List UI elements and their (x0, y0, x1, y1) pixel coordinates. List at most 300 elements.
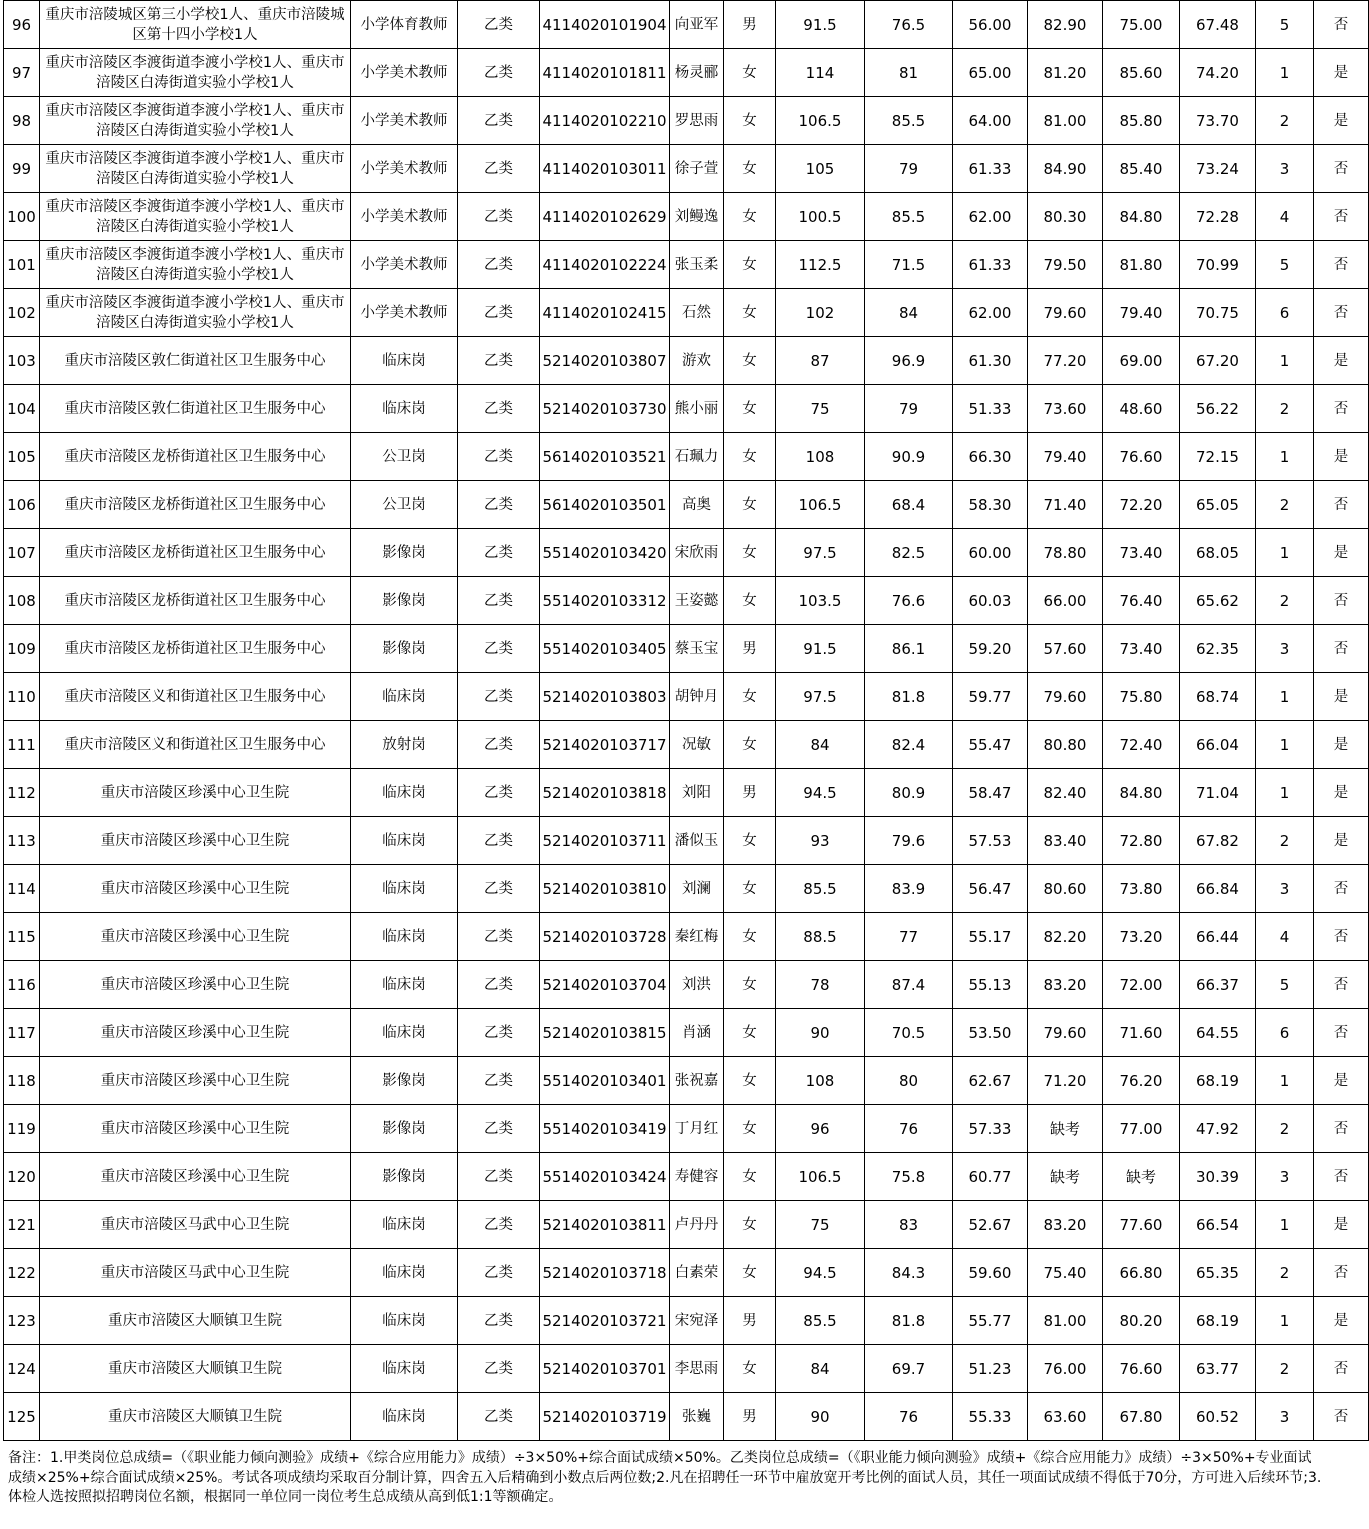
total-score: 66.84 (1180, 865, 1256, 913)
gender: 女 (724, 529, 776, 577)
row-number: 111 (4, 721, 40, 769)
written-converted-score: 62.00 (953, 193, 1028, 241)
exam-number: 5514020103419 (540, 1105, 670, 1153)
comprehensive-score: 80.9 (865, 769, 953, 817)
professional-interview-score: 缺考 (1028, 1105, 1103, 1153)
general-interview-score: 77.00 (1103, 1105, 1180, 1153)
medical-exam-flag: 否 (1314, 1105, 1369, 1153)
row-number: 123 (4, 1297, 40, 1345)
post-name: 公卫岗 (351, 433, 458, 481)
aptitude-score: 108 (776, 433, 865, 481)
professional-interview-score: 66.00 (1028, 577, 1103, 625)
category: 乙类 (458, 865, 540, 913)
professional-interview-score: 83.20 (1028, 1201, 1103, 1249)
gender: 女 (724, 97, 776, 145)
table-row (4, 817, 1369, 865)
medical-exam-flag: 否 (1314, 865, 1369, 913)
rank: 1 (1256, 1297, 1314, 1345)
table-row (4, 1009, 1369, 1057)
exam-number: 5214020103730 (540, 385, 670, 433)
candidate-name: 张玉柔 (670, 241, 724, 289)
rank: 1 (1256, 1057, 1314, 1105)
row-number: 122 (4, 1249, 40, 1297)
medical-exam-flag: 否 (1314, 481, 1369, 529)
post-name: 临床岗 (351, 337, 458, 385)
row-number: 118 (4, 1057, 40, 1105)
rank: 2 (1256, 1249, 1314, 1297)
row-number: 109 (4, 625, 40, 673)
comprehensive-score: 76 (865, 1105, 953, 1153)
rank: 1 (1256, 433, 1314, 481)
comprehensive-score: 87.4 (865, 961, 953, 1009)
professional-interview-score: 63.60 (1028, 1393, 1103, 1441)
gender: 女 (724, 817, 776, 865)
aptitude-score: 103.5 (776, 577, 865, 625)
aptitude-score: 90 (776, 1009, 865, 1057)
gender: 女 (724, 193, 776, 241)
professional-interview-score: 81.00 (1028, 1297, 1103, 1345)
general-interview-score: 76.40 (1103, 577, 1180, 625)
category: 乙类 (458, 913, 540, 961)
aptitude-score: 93 (776, 817, 865, 865)
category: 乙类 (458, 193, 540, 241)
professional-interview-score: 79.60 (1028, 673, 1103, 721)
rank: 2 (1256, 97, 1314, 145)
rank: 2 (1256, 577, 1314, 625)
comprehensive-score: 70.5 (865, 1009, 953, 1057)
candidate-name: 刘鳗逸 (670, 193, 724, 241)
category: 乙类 (458, 577, 540, 625)
comprehensive-score: 83 (865, 1201, 953, 1249)
unit-name: 重庆市涪陵区珍溪中心卫生院 (40, 961, 351, 1009)
aptitude-score: 106.5 (776, 97, 865, 145)
medical-exam-flag: 是 (1314, 97, 1369, 145)
candidate-name: 王姿懿 (670, 577, 724, 625)
gender: 女 (724, 1105, 776, 1153)
total-score: 66.44 (1180, 913, 1256, 961)
gender: 男 (724, 769, 776, 817)
exam-number: 5514020103312 (540, 577, 670, 625)
general-interview-score: 缺考 (1103, 1153, 1180, 1201)
written-converted-score: 58.30 (953, 481, 1028, 529)
candidate-name: 石然 (670, 289, 724, 337)
gender: 男 (724, 1, 776, 49)
table-row (4, 529, 1369, 577)
gender: 男 (724, 1297, 776, 1345)
post-name: 临床岗 (351, 913, 458, 961)
post-name: 临床岗 (351, 1201, 458, 1249)
row-number: 107 (4, 529, 40, 577)
total-score: 73.70 (1180, 97, 1256, 145)
category: 乙类 (458, 337, 540, 385)
medical-exam-flag: 是 (1314, 817, 1369, 865)
aptitude-score: 75 (776, 385, 865, 433)
post-name: 放射岗 (351, 721, 458, 769)
general-interview-score: 75.80 (1103, 673, 1180, 721)
post-name: 影像岗 (351, 1057, 458, 1105)
aptitude-score: 85.5 (776, 865, 865, 913)
comprehensive-score: 90.9 (865, 433, 953, 481)
table-row (4, 1297, 1369, 1345)
general-interview-score: 71.60 (1103, 1009, 1180, 1057)
unit-name: 重庆市涪陵区义和街道社区卫生服务中心 (40, 673, 351, 721)
row-number: 96 (4, 1, 40, 49)
candidate-name: 石珮力 (670, 433, 724, 481)
aptitude-score: 84 (776, 1345, 865, 1393)
professional-interview-score: 83.20 (1028, 961, 1103, 1009)
gender: 女 (724, 145, 776, 193)
aptitude-score: 94.5 (776, 1249, 865, 1297)
comprehensive-score: 86.1 (865, 625, 953, 673)
candidate-name: 刘洪 (670, 961, 724, 1009)
category: 乙类 (458, 145, 540, 193)
category: 乙类 (458, 1, 540, 49)
category: 乙类 (458, 481, 540, 529)
aptitude-score: 90 (776, 1393, 865, 1441)
medical-exam-flag: 是 (1314, 1297, 1369, 1345)
gender: 女 (724, 1009, 776, 1057)
exam-number: 4114020101811 (540, 49, 670, 97)
unit-name: 重庆市涪陵区珍溪中心卫生院 (40, 1105, 351, 1153)
post-name: 临床岗 (351, 1393, 458, 1441)
gender: 女 (724, 865, 776, 913)
exam-number: 5214020103704 (540, 961, 670, 1009)
exam-number: 5614020103501 (540, 481, 670, 529)
unit-name: 重庆市涪陵区马武中心卫生院 (40, 1201, 351, 1249)
exam-number: 5214020103711 (540, 817, 670, 865)
total-score: 68.74 (1180, 673, 1256, 721)
medical-exam-flag: 否 (1314, 625, 1369, 673)
professional-interview-score: 82.90 (1028, 1, 1103, 49)
row-number: 101 (4, 241, 40, 289)
post-name: 小学美术教师 (351, 193, 458, 241)
row-number: 124 (4, 1345, 40, 1393)
comprehensive-score: 82.4 (865, 721, 953, 769)
general-interview-score: 72.40 (1103, 721, 1180, 769)
medical-exam-flag: 是 (1314, 1057, 1369, 1105)
aptitude-score: 87 (776, 337, 865, 385)
category: 乙类 (458, 289, 540, 337)
unit-name: 重庆市涪陵区大顺镇卫生院 (40, 1393, 351, 1441)
total-score: 68.19 (1180, 1057, 1256, 1105)
professional-interview-score: 79.50 (1028, 241, 1103, 289)
candidate-name: 杨灵郦 (670, 49, 724, 97)
gender: 男 (724, 625, 776, 673)
professional-interview-score: 82.40 (1028, 769, 1103, 817)
row-number: 106 (4, 481, 40, 529)
post-name: 影像岗 (351, 1105, 458, 1153)
results-table (3, 0, 1369, 1441)
professional-interview-score: 80.60 (1028, 865, 1103, 913)
aptitude-score: 75 (776, 1201, 865, 1249)
table-row (4, 913, 1369, 961)
table-row (4, 865, 1369, 913)
professional-interview-score: 57.60 (1028, 625, 1103, 673)
aptitude-score: 105 (776, 145, 865, 193)
exam-number: 5214020103718 (540, 1249, 670, 1297)
general-interview-score: 73.40 (1103, 625, 1180, 673)
aptitude-score: 102 (776, 289, 865, 337)
general-interview-score: 80.20 (1103, 1297, 1180, 1345)
category: 乙类 (458, 673, 540, 721)
gender: 女 (724, 1249, 776, 1297)
rank: 2 (1256, 1345, 1314, 1393)
exam-number: 5514020103420 (540, 529, 670, 577)
aptitude-score: 88.5 (776, 913, 865, 961)
unit-name: 重庆市涪陵区大顺镇卫生院 (40, 1345, 351, 1393)
table-row (4, 49, 1369, 97)
rank: 3 (1256, 1393, 1314, 1441)
written-converted-score: 62.00 (953, 289, 1028, 337)
row-number: 114 (4, 865, 40, 913)
table-row (4, 1153, 1369, 1201)
aptitude-score: 96 (776, 1105, 865, 1153)
row-number: 125 (4, 1393, 40, 1441)
rank: 1 (1256, 721, 1314, 769)
comprehensive-score: 76.6 (865, 577, 953, 625)
medical-exam-flag: 是 (1314, 673, 1369, 721)
total-score: 68.19 (1180, 1297, 1256, 1345)
unit-name: 重庆市涪陵区李渡街道李渡小学校1人、重庆市涪陵区白涛街道实验小学校1人 (40, 289, 351, 337)
gender: 女 (724, 1201, 776, 1249)
professional-interview-score: 84.90 (1028, 145, 1103, 193)
aptitude-score: 91.5 (776, 1, 865, 49)
medical-exam-flag: 否 (1314, 961, 1369, 1009)
aptitude-score: 94.5 (776, 769, 865, 817)
exam-number: 5514020103401 (540, 1057, 670, 1105)
total-score: 65.05 (1180, 481, 1256, 529)
footnote: 备注：1.甲类岗位总成绩=（《职业能力倾向测验》成绩+《综合应用能力》成绩）÷3×50%+综合面试成绩×50%。乙类岗位总成绩=（《职业能力倾向测验》成绩+《综合应用能力》成绩）÷3×50%+专业面试成绩×25%+综合面试成绩×25%。考试各项成绩均采取百分制计算，四舍五入后精确到小数点后两位数;2.凡在招聘任一环节中雇放宽开考比例的面试人员，其任一项面试成绩不得低于70分，方可进入后续环节;3.体检人选按照拟招聘岗位名额，根据同一单位同一岗位考生总成绩从高到低1:1等额确定。 (8, 1450, 1322, 1505)
category: 乙类 (458, 1153, 540, 1201)
medical-exam-flag: 否 (1314, 145, 1369, 193)
candidate-name: 肖涵 (670, 1009, 724, 1057)
medical-exam-flag: 是 (1314, 49, 1369, 97)
professional-interview-score: 73.60 (1028, 385, 1103, 433)
row-number: 119 (4, 1105, 40, 1153)
gender: 男 (724, 1393, 776, 1441)
unit-name: 重庆市涪陵区李渡街道李渡小学校1人、重庆市涪陵区白涛街道实验小学校1人 (40, 145, 351, 193)
unit-name: 重庆市涪陵区义和街道社区卫生服务中心 (40, 721, 351, 769)
total-score: 66.54 (1180, 1201, 1256, 1249)
gender: 女 (724, 961, 776, 1009)
unit-name: 重庆市涪陵区龙桥街道社区卫生服务中心 (40, 625, 351, 673)
professional-interview-score: 缺考 (1028, 1153, 1103, 1201)
total-score: 70.99 (1180, 241, 1256, 289)
row-number: 102 (4, 289, 40, 337)
medical-exam-flag: 是 (1314, 721, 1369, 769)
candidate-name: 宋宛泽 (670, 1297, 724, 1345)
candidate-name: 胡钟月 (670, 673, 724, 721)
professional-interview-score: 81.00 (1028, 97, 1103, 145)
post-name: 小学美术教师 (351, 97, 458, 145)
row-number: 108 (4, 577, 40, 625)
written-converted-score: 61.33 (953, 241, 1028, 289)
general-interview-score: 76.20 (1103, 1057, 1180, 1105)
category: 乙类 (458, 961, 540, 1009)
category: 乙类 (458, 49, 540, 97)
medical-exam-flag: 否 (1314, 289, 1369, 337)
table-row (4, 145, 1369, 193)
aptitude-score: 100.5 (776, 193, 865, 241)
total-score: 63.77 (1180, 1345, 1256, 1393)
general-interview-score: 81.80 (1103, 241, 1180, 289)
written-converted-score: 59.77 (953, 673, 1028, 721)
table-row (4, 1393, 1369, 1441)
exam-number: 5214020103810 (540, 865, 670, 913)
unit-name: 重庆市涪陵区珍溪中心卫生院 (40, 865, 351, 913)
professional-interview-score: 79.60 (1028, 289, 1103, 337)
medical-exam-flag: 是 (1314, 337, 1369, 385)
post-name: 小学美术教师 (351, 289, 458, 337)
general-interview-score: 69.00 (1103, 337, 1180, 385)
unit-name: 重庆市涪陵城区第三小学校1人、重庆市涪陵城区第十四小学校1人 (40, 1, 351, 49)
candidate-name: 游欢 (670, 337, 724, 385)
rank: 3 (1256, 145, 1314, 193)
rank: 1 (1256, 49, 1314, 97)
table-row (4, 241, 1369, 289)
rank: 2 (1256, 385, 1314, 433)
medical-exam-flag: 否 (1314, 241, 1369, 289)
rank: 4 (1256, 193, 1314, 241)
comprehensive-score: 84.3 (865, 1249, 953, 1297)
gender: 女 (724, 721, 776, 769)
aptitude-score: 91.5 (776, 625, 865, 673)
comprehensive-score: 76.5 (865, 1, 953, 49)
rank: 2 (1256, 817, 1314, 865)
total-score: 68.05 (1180, 529, 1256, 577)
category: 乙类 (458, 769, 540, 817)
total-score: 67.20 (1180, 337, 1256, 385)
rank: 1 (1256, 673, 1314, 721)
total-score: 62.35 (1180, 625, 1256, 673)
post-name: 临床岗 (351, 1297, 458, 1345)
row-number: 110 (4, 673, 40, 721)
professional-interview-score: 78.80 (1028, 529, 1103, 577)
unit-name: 重庆市涪陵区马武中心卫生院 (40, 1249, 351, 1297)
comprehensive-score: 81.8 (865, 673, 953, 721)
medical-exam-flag: 是 (1314, 529, 1369, 577)
row-number: 104 (4, 385, 40, 433)
unit-name: 重庆市涪陵区珍溪中心卫生院 (40, 769, 351, 817)
total-score: 66.37 (1180, 961, 1256, 1009)
post-name: 影像岗 (351, 625, 458, 673)
comprehensive-score: 80 (865, 1057, 953, 1105)
comprehensive-score: 85.5 (865, 97, 953, 145)
post-name: 小学体育教师 (351, 1, 458, 49)
written-converted-score: 55.33 (953, 1393, 1028, 1441)
candidate-name: 潘似玉 (670, 817, 724, 865)
category: 乙类 (458, 721, 540, 769)
general-interview-score: 67.80 (1103, 1393, 1180, 1441)
unit-name: 重庆市涪陵区龙桥街道社区卫生服务中心 (40, 577, 351, 625)
gender: 女 (724, 289, 776, 337)
gender: 女 (724, 1345, 776, 1393)
rank: 4 (1256, 913, 1314, 961)
comprehensive-score: 82.5 (865, 529, 953, 577)
exam-number: 5214020103818 (540, 769, 670, 817)
rank: 6 (1256, 1009, 1314, 1057)
professional-interview-score: 80.80 (1028, 721, 1103, 769)
category: 乙类 (458, 817, 540, 865)
exam-number: 5214020103807 (540, 337, 670, 385)
table-row (4, 97, 1369, 145)
gender: 女 (724, 577, 776, 625)
gender: 女 (724, 1153, 776, 1201)
table-row (4, 1105, 1369, 1153)
written-converted-score: 61.33 (953, 145, 1028, 193)
exam-number: 5214020103701 (540, 1345, 670, 1393)
table-row (4, 1, 1369, 49)
written-converted-score: 55.47 (953, 721, 1028, 769)
category: 乙类 (458, 1249, 540, 1297)
exam-number: 4114020102629 (540, 193, 670, 241)
medical-exam-flag: 是 (1314, 433, 1369, 481)
general-interview-score: 75.00 (1103, 1, 1180, 49)
rank: 5 (1256, 961, 1314, 1009)
total-score: 60.52 (1180, 1393, 1256, 1441)
total-score: 72.28 (1180, 193, 1256, 241)
general-interview-score: 84.80 (1103, 193, 1180, 241)
table-row (4, 337, 1369, 385)
total-score: 70.75 (1180, 289, 1256, 337)
professional-interview-score: 83.40 (1028, 817, 1103, 865)
category: 乙类 (458, 241, 540, 289)
row-number: 98 (4, 97, 40, 145)
medical-exam-flag: 否 (1314, 1, 1369, 49)
rank: 2 (1256, 481, 1314, 529)
unit-name: 重庆市涪陵区大顺镇卫生院 (40, 1297, 351, 1345)
aptitude-score: 97.5 (776, 673, 865, 721)
row-number: 120 (4, 1153, 40, 1201)
professional-interview-score: 77.20 (1028, 337, 1103, 385)
post-name: 临床岗 (351, 961, 458, 1009)
comprehensive-score: 85.5 (865, 193, 953, 241)
general-interview-score: 76.60 (1103, 1345, 1180, 1393)
category: 乙类 (458, 1297, 540, 1345)
professional-interview-score: 79.40 (1028, 433, 1103, 481)
unit-name: 重庆市涪陵区敦仁街道社区卫生服务中心 (40, 385, 351, 433)
comprehensive-score: 77 (865, 913, 953, 961)
comprehensive-score: 79 (865, 385, 953, 433)
gender: 女 (724, 913, 776, 961)
exam-number: 4114020102415 (540, 289, 670, 337)
candidate-name: 张巍 (670, 1393, 724, 1441)
medical-exam-flag: 否 (1314, 913, 1369, 961)
rank: 1 (1256, 1201, 1314, 1249)
row-number: 99 (4, 145, 40, 193)
candidate-name: 高奥 (670, 481, 724, 529)
total-score: 65.35 (1180, 1249, 1256, 1297)
total-score: 56.22 (1180, 385, 1256, 433)
gender: 女 (724, 673, 776, 721)
exam-number: 4114020101904 (540, 1, 670, 49)
exam-number: 5514020103424 (540, 1153, 670, 1201)
general-interview-score: 73.80 (1103, 865, 1180, 913)
post-name: 临床岗 (351, 769, 458, 817)
post-name: 影像岗 (351, 529, 458, 577)
row-number: 121 (4, 1201, 40, 1249)
comprehensive-score: 68.4 (865, 481, 953, 529)
candidate-name: 白素荣 (670, 1249, 724, 1297)
aptitude-score: 114 (776, 49, 865, 97)
unit-name: 重庆市涪陵区李渡街道李渡小学校1人、重庆市涪陵区白涛街道实验小学校1人 (40, 193, 351, 241)
professional-interview-score: 76.00 (1028, 1345, 1103, 1393)
rank: 6 (1256, 289, 1314, 337)
candidate-name: 向亚军 (670, 1, 724, 49)
candidate-name: 丁月红 (670, 1105, 724, 1153)
rank: 3 (1256, 865, 1314, 913)
medical-exam-flag: 否 (1314, 193, 1369, 241)
